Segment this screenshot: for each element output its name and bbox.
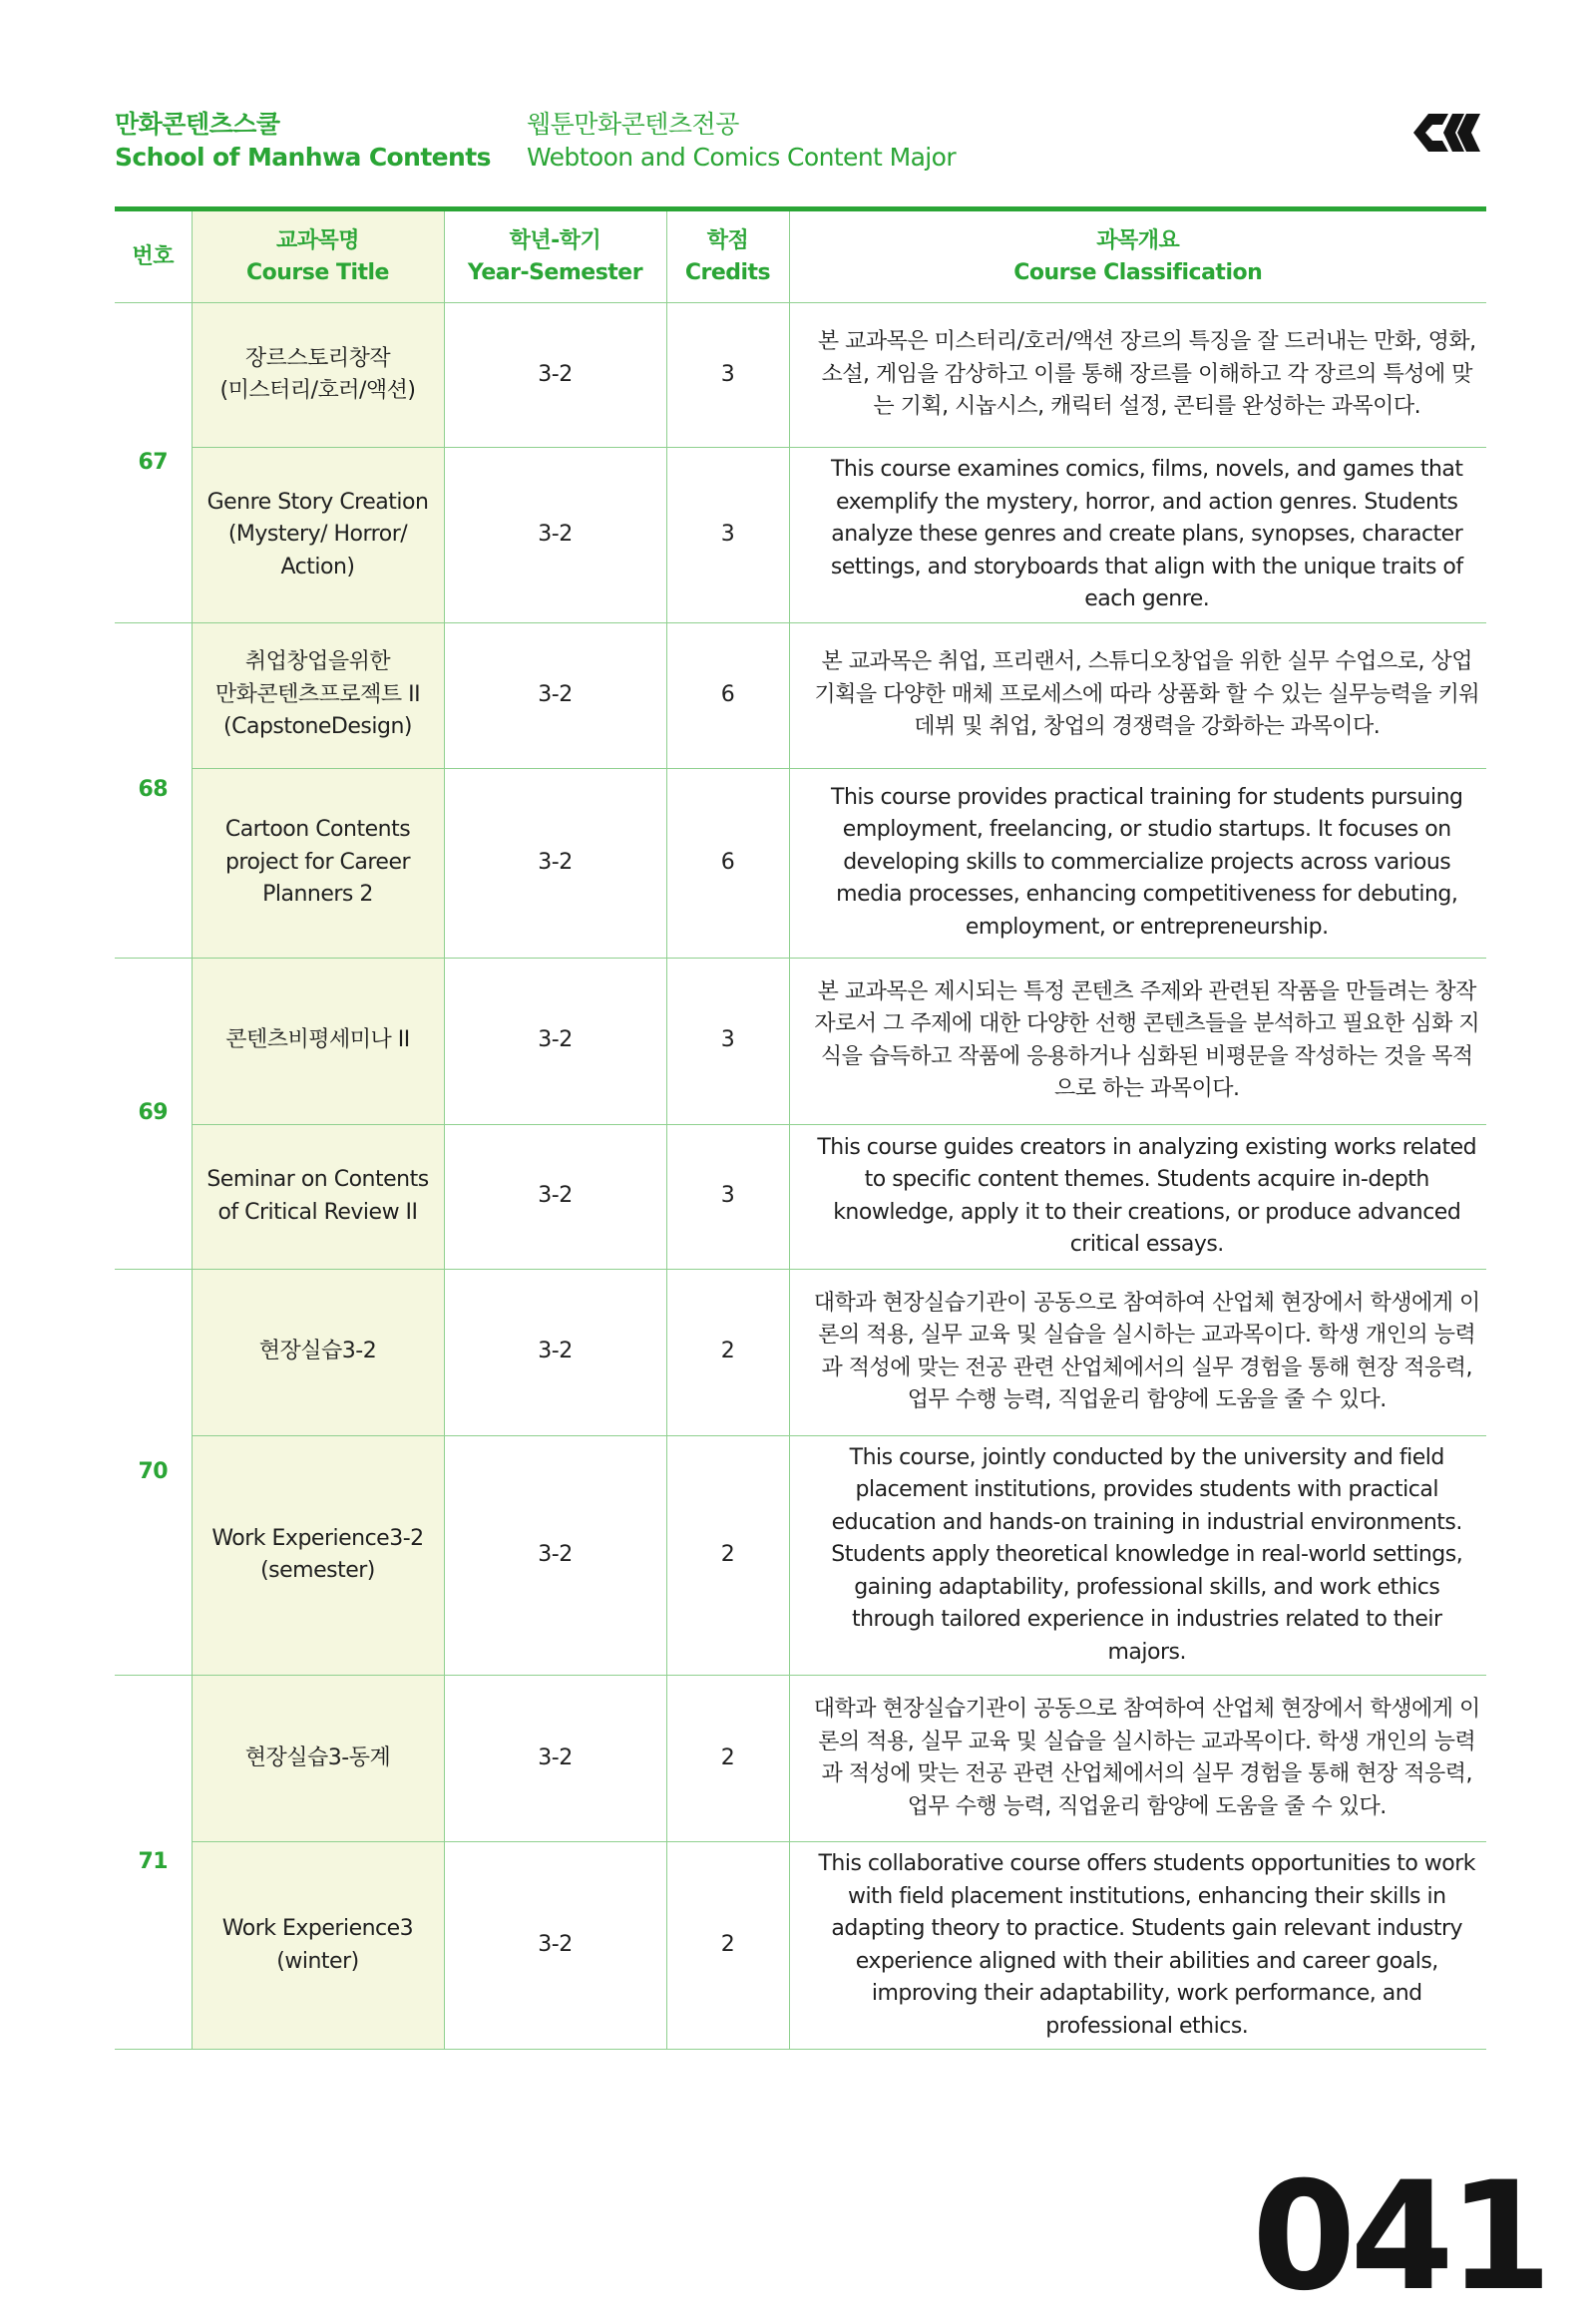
credits: 6 (666, 768, 789, 958)
header-title-ko: 교과목명 (275, 227, 359, 253)
credits: 2 (666, 1676, 789, 1842)
table-row (115, 303, 1486, 448)
course-number: 71 (115, 1676, 192, 2050)
course-number: 70 (115, 1269, 192, 1676)
header-number: 번호 (115, 209, 192, 303)
major-name (527, 108, 956, 174)
table-row (115, 1269, 1486, 1435)
course-title-en (192, 768, 444, 958)
course-title-line: (미스터리/호러/액션) (219, 378, 416, 403)
school-name (115, 108, 491, 174)
table-header-row (115, 209, 1486, 303)
course-description-en: This course examines comics, films, novels, and games that exemplify the mystery, horror, and action genres. Students analyze these genres and create plans, synopses, character settings, and storyboards that align with the unique traits of each genre. (789, 448, 1486, 623)
table-row (115, 768, 1486, 958)
credits: 6 (666, 622, 789, 768)
course-title-ko (192, 303, 444, 448)
year-semester: 3-2 (444, 1676, 666, 1842)
header-credits (666, 209, 789, 303)
header-credits-ko: 학점 (706, 227, 749, 253)
header-year-semester (444, 209, 666, 303)
year-semester: 3-2 (444, 303, 666, 448)
header-credits-en: Credits (684, 259, 771, 285)
header-title-en: Course Title (246, 259, 389, 285)
course-number: 69 (115, 958, 192, 1269)
course-title-line: Cartoon Contents (224, 817, 411, 843)
course-title-ko (192, 1269, 444, 1435)
credits: 3 (666, 303, 789, 448)
course-title-line: 취업창업을위한 (244, 649, 391, 675)
course-title-ko (192, 622, 444, 768)
course-title-ko (192, 958, 444, 1124)
credits: 3 (666, 958, 789, 1124)
year-semester: 3-2 (444, 1435, 666, 1676)
ck-logo-icon (1408, 108, 1486, 158)
course-title-line: (semester) (260, 1558, 375, 1584)
course-title-en (192, 1124, 444, 1269)
year-semester: 3-2 (444, 958, 666, 1124)
course-title-line: (CapstoneDesign) (223, 714, 412, 740)
year-semester: 3-2 (444, 768, 666, 958)
major-name-ko: 웹툰만화콘텐츠전공 (527, 110, 739, 139)
table-row (115, 1842, 1486, 2050)
course-title-line: Planners 2 (262, 882, 373, 908)
page-header (115, 108, 1486, 197)
year-semester: 3-2 (444, 622, 666, 768)
header-year-en: Year-Semester (467, 259, 643, 285)
course-title-line: Work Experience3 (221, 1916, 414, 1941)
page-number: 041 (1252, 2150, 1547, 2324)
credits: 3 (666, 448, 789, 623)
credits: 3 (666, 1124, 789, 1269)
course-title-line: 만화콘텐츠프로젝트 II (214, 681, 421, 707)
year-semester: 3-2 (444, 448, 666, 623)
school-name-en: School of Manhwa Contents (115, 143, 491, 172)
course-number: 68 (115, 622, 192, 958)
table-row (115, 622, 1486, 768)
course-description-ko: 대학과 현장실습기관이 공동으로 참여하여 산업체 현장에서 학생에게 이론의 적용, 실무 교육 및 실습을 실시하는 교과목이다. 학생 개인의 능력과 적성에 맞는 전공 관련 산업체에서의 실무 경험을 통해 현장 적응력, 업무 수행 능력, 직업윤리 함양에 도움을 줄 수 있다. (789, 1269, 1486, 1435)
course-title-en (192, 1435, 444, 1676)
table-row (115, 448, 1486, 623)
course-title-line: 현장실습3-동계 (244, 1744, 391, 1770)
course-description-en: This course, jointly conducted by the university and field placement institutions, provides students with practical education and hands-on training in industrial environments. Students apply theoretical knowledge in real-world settings, gaining adaptability, professional skills, and work ethics through tailored experience in industries related to their majors. (789, 1435, 1486, 1676)
course-description-ko: 대학과 현장실습기관이 공동으로 참여하여 산업체 현장에서 학생에게 이론의 적용, 실무 교육 및 실습을 실시하는 교과목이다. 학생 개인의 능력과 적성에 맞는 전공 관련 산업체에서의 실무 경험을 통해 현장 적응력, 업무 수행 능력, 직업윤리 함양에 도움을 줄 수 있다. (789, 1676, 1486, 1842)
year-semester: 3-2 (444, 1124, 666, 1269)
header-desc-ko: 과목개요 (1096, 227, 1180, 253)
header-year-ko: 학년-학기 (509, 227, 601, 253)
course-description-ko: 본 교과목은 미스터리/호러/액션 장르의 특징을 잘 드러내는 만화, 영화, 소설, 게임을 감상하고 이를 통해 장르를 이해하고 각 장르의 특성에 맞는 기획, 시놉시스, 캐릭터 설정, 콘티를 완성하는 과목이다. (789, 303, 1486, 448)
course-description-en: This course guides creators in analyzing existing works related to specific content themes. Students acquire in-depth knowledge, apply it to their creations, or produce advanced critical essays. (789, 1124, 1486, 1269)
year-semester: 3-2 (444, 1842, 666, 2050)
course-title-line: of Critical Review II (217, 1199, 418, 1225)
major-name-en: Webtoon and Comics Content Major (527, 143, 957, 172)
course-description-en: This course provides practical training for students pursuing employment, freelancing, or studio startups. It focuses on developing skills to commercialize projects across various media processes, enhancing competitiveness for debuting, employment, or entrepreneurship. (789, 768, 1486, 958)
course-title-en (192, 448, 444, 623)
credits: 2 (666, 1435, 789, 1676)
header-description (789, 209, 1486, 303)
course-title-line: Genre Story Creation (206, 489, 429, 515)
course-number: 67 (115, 303, 192, 623)
table-row (115, 1676, 1486, 1842)
credits: 2 (666, 1269, 789, 1435)
course-description-en: This collaborative course offers students opportunities to work with field placement institutions, enhancing their skills in adapting theory to practice. Students gain relevant industry experience aligned with their abilities and career goals, improving their adaptability, work performance, and professional ethics. (789, 1842, 1486, 2050)
course-title-line: 장르스토리창작 (244, 345, 391, 371)
course-description-ko: 본 교과목은 제시되는 특정 콘텐츠 주제와 관련된 작품을 만들려는 창작자로서 그 주제에 대한 다양한 선행 콘텐츠들을 분석하고 필요한 심화 지식을 습득하고 작품에 응용하거나 심화된 비평문을 작성하는 것을 목적으로 하는 과목이다. (789, 958, 1486, 1124)
course-title-en (192, 1842, 444, 2050)
course-description-ko: 본 교과목은 취업, 프리랜서, 스튜디오창업을 위한 실무 수업으로, 상업 기획을 다양한 매체 프로세스에 따라 상품화 할 수 있는 실무능력을 키워 데뷔 및 취업, 창업의 경쟁력을 강화하는 과목이다. (789, 622, 1486, 768)
table-row (115, 1124, 1486, 1269)
course-title-line: (Mystery/ Horror/ (227, 522, 408, 547)
course-title-line: 콘텐츠비평세미나 II (225, 1027, 410, 1053)
credits: 2 (666, 1842, 789, 2050)
course-title-line: project for Career (224, 849, 411, 875)
course-title-ko (192, 1676, 444, 1842)
header-desc-en: Course Classification (1013, 259, 1263, 285)
header-course-title (192, 209, 444, 303)
table-row (115, 1435, 1486, 1676)
course-title-line: (winter) (276, 1948, 359, 1974)
table-row (115, 958, 1486, 1124)
course-title-line: 현장실습3-2 (258, 1339, 377, 1364)
year-semester: 3-2 (444, 1269, 666, 1435)
course-title-line: Seminar on Contents (206, 1167, 429, 1192)
course-title-line: Action) (280, 554, 355, 580)
course-table (115, 206, 1486, 2050)
course-title-line: Work Experience3-2 (211, 1525, 424, 1551)
school-name-ko: 만화콘텐츠스쿨 (115, 110, 280, 139)
